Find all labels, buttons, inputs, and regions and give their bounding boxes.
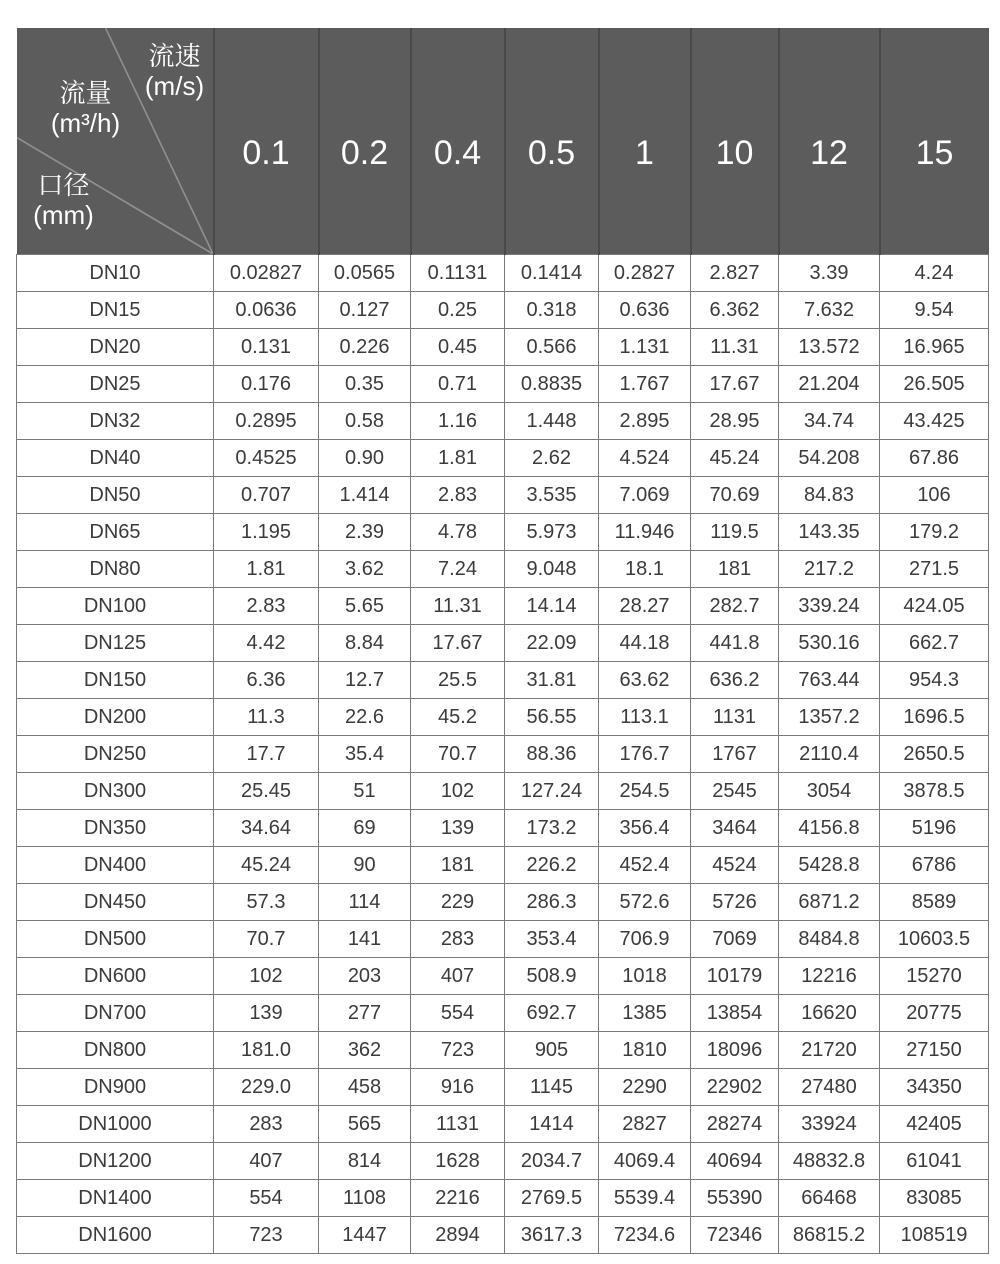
value-cell: 28.27	[599, 588, 691, 625]
diameter-cell: DN300	[17, 773, 214, 810]
value-cell: 176.7	[599, 736, 691, 773]
value-cell: 0.636	[599, 292, 691, 329]
value-cell: 10179	[691, 958, 779, 995]
value-cell: 1108	[319, 1180, 411, 1217]
value-cell: 217.2	[779, 551, 880, 588]
value-cell: 28274	[691, 1106, 779, 1143]
value-cell: 706.9	[599, 921, 691, 958]
diameter-axis-title: 口径	[37, 170, 90, 200]
value-cell: 6.362	[691, 292, 779, 329]
value-cell: 282.7	[691, 588, 779, 625]
value-cell: 84.83	[779, 477, 880, 514]
value-cell: 35.4	[319, 736, 411, 773]
diameter-cell: DN1000	[17, 1106, 214, 1143]
value-cell: 11.946	[599, 514, 691, 551]
value-cell: 2894	[411, 1217, 505, 1254]
corner-header-cell	[17, 28, 214, 255]
value-cell: 25.5	[411, 662, 505, 699]
value-cell: 1414	[505, 1106, 599, 1143]
value-cell: 1131	[411, 1106, 505, 1143]
value-cell: 70.7	[214, 921, 319, 958]
value-cell: 1018	[599, 958, 691, 995]
value-cell: 51	[319, 773, 411, 810]
value-cell: 814	[319, 1143, 411, 1180]
value-cell: 1131	[691, 699, 779, 736]
diameter-cell: DN25	[17, 366, 214, 403]
table-row	[17, 366, 989, 403]
table-row	[17, 1069, 989, 1106]
table-row	[17, 440, 989, 477]
value-cell: 181	[411, 847, 505, 884]
value-cell: 2.895	[599, 403, 691, 440]
value-cell: 3464	[691, 810, 779, 847]
value-cell: 5196	[880, 810, 989, 847]
value-cell: 63.62	[599, 662, 691, 699]
value-cell: 4156.8	[779, 810, 880, 847]
value-cell: 2216	[411, 1180, 505, 1217]
table-row	[17, 329, 989, 366]
value-cell: 40694	[691, 1143, 779, 1180]
value-cell: 1357.2	[779, 699, 880, 736]
flow-axis-label	[51, 78, 120, 138]
value-cell: 2290	[599, 1069, 691, 1106]
value-cell: 44.18	[599, 625, 691, 662]
value-cell: 0.707	[214, 477, 319, 514]
value-cell: 4.524	[599, 440, 691, 477]
value-cell: 2.83	[214, 588, 319, 625]
value-cell: 31.81	[505, 662, 599, 699]
value-cell: 88.36	[505, 736, 599, 773]
velocity-header-cell: 15	[880, 28, 989, 255]
value-cell: 271.5	[880, 551, 989, 588]
value-cell: 1.131	[599, 329, 691, 366]
flow-axis-title: 流量	[59, 78, 112, 108]
value-cell: 508.9	[505, 958, 599, 995]
value-cell: 2.83	[411, 477, 505, 514]
value-cell: 226.2	[505, 847, 599, 884]
value-cell: 22902	[691, 1069, 779, 1106]
value-cell: 9.048	[505, 551, 599, 588]
diameter-cell: DN65	[17, 514, 214, 551]
table-row	[17, 884, 989, 921]
value-cell: 27480	[779, 1069, 880, 1106]
value-cell: 56.55	[505, 699, 599, 736]
value-cell: 16.965	[880, 329, 989, 366]
value-cell: 102	[411, 773, 505, 810]
value-cell: 407	[411, 958, 505, 995]
value-cell: 2.827	[691, 255, 779, 292]
value-cell: 424.05	[880, 588, 989, 625]
value-cell: 34.64	[214, 810, 319, 847]
table-row	[17, 921, 989, 958]
table-row	[17, 1032, 989, 1069]
value-cell: 16620	[779, 995, 880, 1032]
table-row	[17, 1143, 989, 1180]
value-cell: 0.131	[214, 329, 319, 366]
value-cell: 17.7	[214, 736, 319, 773]
table-row	[17, 995, 989, 1032]
value-cell: 83085	[880, 1180, 989, 1217]
value-cell: 181.0	[214, 1032, 319, 1069]
value-cell: 33924	[779, 1106, 880, 1143]
value-cell: 356.4	[599, 810, 691, 847]
velocity-header-cell: 12	[779, 28, 880, 255]
value-cell: 7234.6	[599, 1217, 691, 1254]
value-cell: 114	[319, 884, 411, 921]
value-cell: 26.505	[880, 366, 989, 403]
table-row	[17, 847, 989, 884]
table-body	[17, 255, 989, 1254]
value-cell: 2650.5	[880, 736, 989, 773]
value-cell: 0.2895	[214, 403, 319, 440]
value-cell: 6871.2	[779, 884, 880, 921]
value-cell: 554	[214, 1180, 319, 1217]
value-cell: 34350	[880, 1069, 989, 1106]
value-cell: 763.44	[779, 662, 880, 699]
value-cell: 2827	[599, 1106, 691, 1143]
diameter-cell: DN100	[17, 588, 214, 625]
value-cell: 1385	[599, 995, 691, 1032]
table-row	[17, 773, 989, 810]
value-cell: 61041	[880, 1143, 989, 1180]
value-cell: 9.54	[880, 292, 989, 329]
value-cell: 28.95	[691, 403, 779, 440]
diameter-cell: DN200	[17, 699, 214, 736]
velocity-axis-title: 流速	[148, 41, 201, 71]
diameter-axis-label	[33, 170, 94, 230]
value-cell: 0.1131	[411, 255, 505, 292]
diameter-cell: DN400	[17, 847, 214, 884]
value-cell: 7069	[691, 921, 779, 958]
value-cell: 13854	[691, 995, 779, 1032]
diameter-cell: DN10	[17, 255, 214, 292]
value-cell: 954.3	[880, 662, 989, 699]
value-cell: 0.318	[505, 292, 599, 329]
value-cell: 22.6	[319, 699, 411, 736]
value-cell: 66468	[779, 1180, 880, 1217]
value-cell: 11.31	[411, 588, 505, 625]
value-cell: 353.4	[505, 921, 599, 958]
value-cell: 11.3	[214, 699, 319, 736]
table-row	[17, 1180, 989, 1217]
value-cell: 2110.4	[779, 736, 880, 773]
value-cell: 3054	[779, 773, 880, 810]
table-row	[17, 736, 989, 773]
value-cell: 55390	[691, 1180, 779, 1217]
diameter-cell: DN700	[17, 995, 214, 1032]
value-cell: 0.0565	[319, 255, 411, 292]
value-cell: 441.8	[691, 625, 779, 662]
value-cell: 229.0	[214, 1069, 319, 1106]
diameter-cell: DN150	[17, 662, 214, 699]
value-cell: 0.58	[319, 403, 411, 440]
value-cell: 69	[319, 810, 411, 847]
value-cell: 18096	[691, 1032, 779, 1069]
value-cell: 1.81	[214, 551, 319, 588]
value-cell: 8589	[880, 884, 989, 921]
value-cell: 42405	[880, 1106, 989, 1143]
diameter-cell: DN1400	[17, 1180, 214, 1217]
table-row	[17, 551, 989, 588]
value-cell: 2545	[691, 773, 779, 810]
value-cell: 5726	[691, 884, 779, 921]
value-cell: 67.86	[880, 440, 989, 477]
table-row	[17, 958, 989, 995]
velocity-header-cell: 0.2	[319, 28, 411, 255]
value-cell: 286.3	[505, 884, 599, 921]
table-row	[17, 477, 989, 514]
value-cell: 636.2	[691, 662, 779, 699]
value-cell: 21.204	[779, 366, 880, 403]
value-cell: 723	[214, 1217, 319, 1254]
value-cell: 1.767	[599, 366, 691, 403]
value-cell: 4.24	[880, 255, 989, 292]
diameter-cell: DN800	[17, 1032, 214, 1069]
value-cell: 1767	[691, 736, 779, 773]
value-cell: 0.71	[411, 366, 505, 403]
value-cell: 1.81	[411, 440, 505, 477]
value-cell: 11.31	[691, 329, 779, 366]
value-cell: 20775	[880, 995, 989, 1032]
diameter-axis-unit: (mm)	[33, 200, 94, 230]
diameter-cell: DN500	[17, 921, 214, 958]
value-cell: 6.36	[214, 662, 319, 699]
value-cell: 1447	[319, 1217, 411, 1254]
value-cell: 72346	[691, 1217, 779, 1254]
value-cell: 2.39	[319, 514, 411, 551]
value-cell: 15270	[880, 958, 989, 995]
value-cell: 12216	[779, 958, 880, 995]
value-cell: 3617.3	[505, 1217, 599, 1254]
value-cell: 5539.4	[599, 1180, 691, 1217]
value-cell: 572.6	[599, 884, 691, 921]
value-cell: 0.90	[319, 440, 411, 477]
value-cell: 57.3	[214, 884, 319, 921]
value-cell: 407	[214, 1143, 319, 1180]
value-cell: 13.572	[779, 329, 880, 366]
table-row	[17, 292, 989, 329]
value-cell: 4524	[691, 847, 779, 884]
diameter-cell: DN40	[17, 440, 214, 477]
value-cell: 3.39	[779, 255, 880, 292]
value-cell: 4.42	[214, 625, 319, 662]
value-cell: 2034.7	[505, 1143, 599, 1180]
header-row	[17, 28, 989, 255]
value-cell: 0.02827	[214, 255, 319, 292]
value-cell: 1.448	[505, 403, 599, 440]
velocity-header-cell: 0.5	[505, 28, 599, 255]
value-cell: 181	[691, 551, 779, 588]
table-row	[17, 662, 989, 699]
value-cell: 254.5	[599, 773, 691, 810]
value-cell: 692.7	[505, 995, 599, 1032]
diameter-cell: DN80	[17, 551, 214, 588]
value-cell: 70.69	[691, 477, 779, 514]
value-cell: 0.2827	[599, 255, 691, 292]
value-cell: 127.24	[505, 773, 599, 810]
table-row	[17, 810, 989, 847]
value-cell: 723	[411, 1032, 505, 1069]
value-cell: 339.24	[779, 588, 880, 625]
velocity-axis-unit: (m/s)	[144, 71, 205, 101]
value-cell: 7.069	[599, 477, 691, 514]
value-cell: 458	[319, 1069, 411, 1106]
value-cell: 1.195	[214, 514, 319, 551]
value-cell: 5428.8	[779, 847, 880, 884]
diameter-cell: DN250	[17, 736, 214, 773]
value-cell: 1.414	[319, 477, 411, 514]
diameter-cell: DN50	[17, 477, 214, 514]
value-cell: 70.7	[411, 736, 505, 773]
value-cell: 3.62	[319, 551, 411, 588]
value-cell: 0.176	[214, 366, 319, 403]
value-cell: 27150	[880, 1032, 989, 1069]
value-cell: 139	[411, 810, 505, 847]
value-cell: 7.632	[779, 292, 880, 329]
value-cell: 3.535	[505, 477, 599, 514]
diameter-cell: DN1600	[17, 1217, 214, 1254]
value-cell: 2769.5	[505, 1180, 599, 1217]
diameter-cell: DN20	[17, 329, 214, 366]
value-cell: 565	[319, 1106, 411, 1143]
value-cell: 18.1	[599, 551, 691, 588]
value-cell: 452.4	[599, 847, 691, 884]
value-cell: 17.67	[691, 366, 779, 403]
value-cell: 14.14	[505, 588, 599, 625]
value-cell: 139	[214, 995, 319, 1032]
value-cell: 283	[411, 921, 505, 958]
value-cell: 10603.5	[880, 921, 989, 958]
diameter-cell: DN350	[17, 810, 214, 847]
value-cell: 102	[214, 958, 319, 995]
velocity-header-cell: 0.1	[214, 28, 319, 255]
value-cell: 662.7	[880, 625, 989, 662]
value-cell: 48832.8	[779, 1143, 880, 1180]
diameter-cell: DN900	[17, 1069, 214, 1106]
value-cell: 21720	[779, 1032, 880, 1069]
velocity-header-cell: 1	[599, 28, 691, 255]
value-cell: 7.24	[411, 551, 505, 588]
diameter-cell: DN450	[17, 884, 214, 921]
value-cell: 277	[319, 995, 411, 1032]
value-cell: 86815.2	[779, 1217, 880, 1254]
value-cell: 34.74	[779, 403, 880, 440]
value-cell: 141	[319, 921, 411, 958]
value-cell: 0.25	[411, 292, 505, 329]
value-cell: 173.2	[505, 810, 599, 847]
flow-axis-unit: (m³/h)	[50, 108, 121, 138]
value-cell: 25.45	[214, 773, 319, 810]
value-cell: 17.67	[411, 625, 505, 662]
value-cell: 0.226	[319, 329, 411, 366]
value-cell: 0.127	[319, 292, 411, 329]
value-cell: 106	[880, 477, 989, 514]
value-cell: 22.09	[505, 625, 599, 662]
table-row	[17, 699, 989, 736]
value-cell: 179.2	[880, 514, 989, 551]
value-cell: 0.0636	[214, 292, 319, 329]
diameter-cell: DN600	[17, 958, 214, 995]
value-cell: 43.425	[880, 403, 989, 440]
value-cell: 45.2	[411, 699, 505, 736]
value-cell: 0.566	[505, 329, 599, 366]
value-cell: 554	[411, 995, 505, 1032]
diameter-cell: DN125	[17, 625, 214, 662]
value-cell: 5.65	[319, 588, 411, 625]
table-row	[17, 403, 989, 440]
table-row	[17, 1217, 989, 1254]
diameter-cell: DN1200	[17, 1143, 214, 1180]
value-cell: 108519	[880, 1217, 989, 1254]
value-cell: 8484.8	[779, 921, 880, 958]
velocity-axis-label	[145, 41, 204, 101]
diameter-cell: DN32	[17, 403, 214, 440]
diameter-cell: DN15	[17, 292, 214, 329]
value-cell: 530.16	[779, 625, 880, 662]
value-cell: 54.208	[779, 440, 880, 477]
value-cell: 0.4525	[214, 440, 319, 477]
velocity-header-cell: 0.4	[411, 28, 505, 255]
velocity-header-cell: 10	[691, 28, 779, 255]
value-cell: 113.1	[599, 699, 691, 736]
value-cell: 1810	[599, 1032, 691, 1069]
value-cell: 905	[505, 1032, 599, 1069]
value-cell: 0.45	[411, 329, 505, 366]
value-cell: 45.24	[214, 847, 319, 884]
value-cell: 4069.4	[599, 1143, 691, 1180]
table-row	[17, 255, 989, 292]
value-cell: 1145	[505, 1069, 599, 1106]
value-cell: 362	[319, 1032, 411, 1069]
value-cell: 12.7	[319, 662, 411, 699]
value-cell: 283	[214, 1106, 319, 1143]
value-cell: 5.973	[505, 514, 599, 551]
value-cell: 90	[319, 847, 411, 884]
value-cell: 6786	[880, 847, 989, 884]
value-cell: 1.16	[411, 403, 505, 440]
value-cell: 3878.5	[880, 773, 989, 810]
table-row	[17, 625, 989, 662]
value-cell: 2.62	[505, 440, 599, 477]
value-cell: 0.35	[319, 366, 411, 403]
value-cell: 45.24	[691, 440, 779, 477]
value-cell: 1696.5	[880, 699, 989, 736]
table-row	[17, 514, 989, 551]
value-cell: 4.78	[411, 514, 505, 551]
value-cell: 229	[411, 884, 505, 921]
value-cell: 0.1414	[505, 255, 599, 292]
flow-capacity-table	[16, 28, 989, 1254]
table-row	[17, 1106, 989, 1143]
value-cell: 1628	[411, 1143, 505, 1180]
value-cell: 203	[319, 958, 411, 995]
table-row	[17, 588, 989, 625]
value-cell: 0.8835	[505, 366, 599, 403]
value-cell: 119.5	[691, 514, 779, 551]
value-cell: 143.35	[779, 514, 880, 551]
value-cell: 8.84	[319, 625, 411, 662]
value-cell: 916	[411, 1069, 505, 1106]
